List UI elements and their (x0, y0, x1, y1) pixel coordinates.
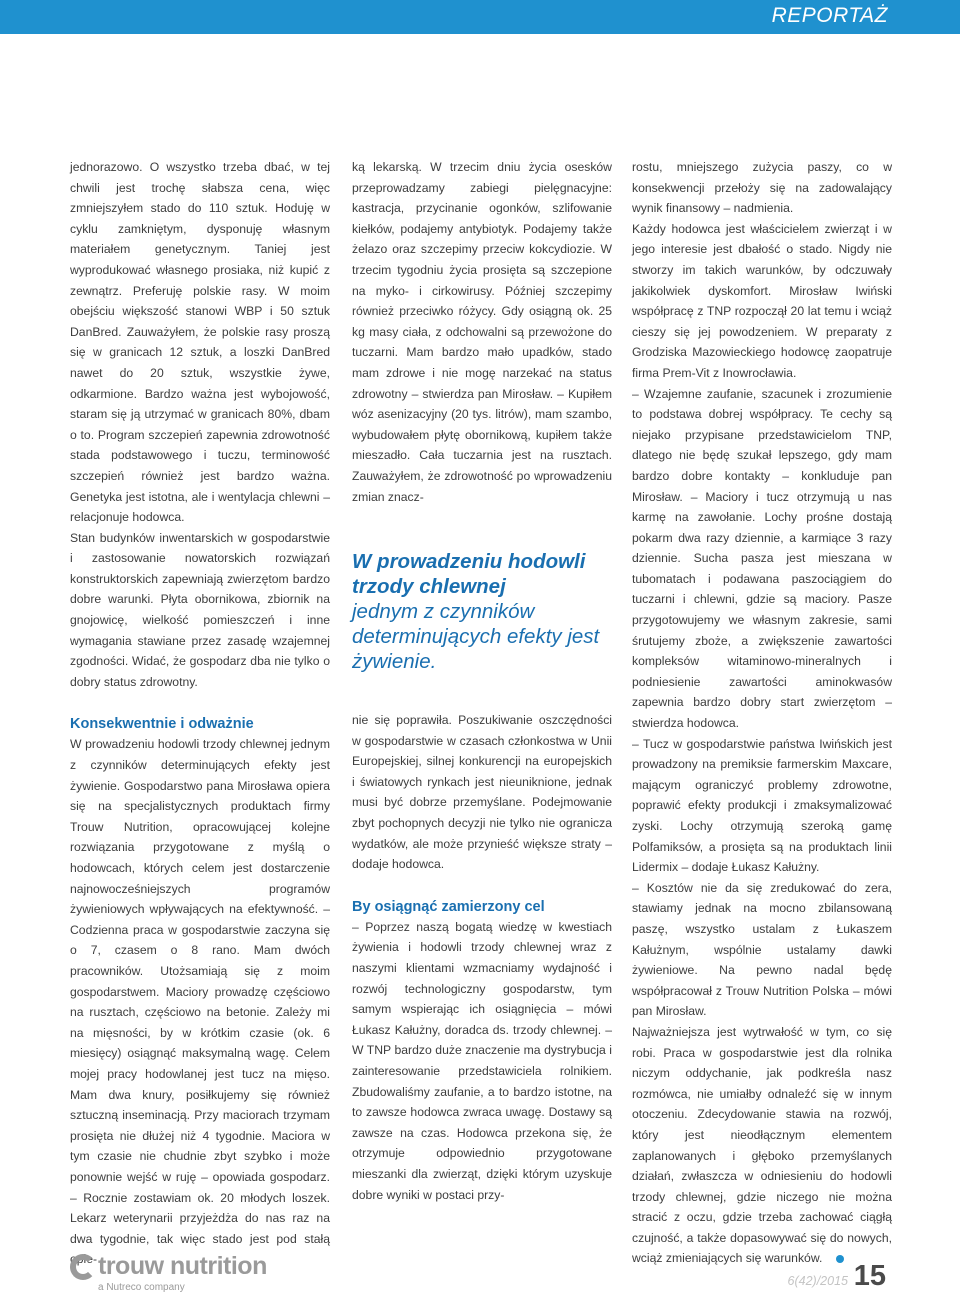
paragraph: Stan budynków inwentarskich w gospodarstwie i zastosowanie nowatorskich rozwiązań konstruktorskich zapewniają zwierzętom bardzo dobre warunki. Płyta obornikowa, zbiornik na gnojowicę, wielkość pomieszczeń i inne wymagania stawiane przez zasadę wzajemnej zgodności. Widać, że gospodarz dba nie tylko o dobry status zdrowotny. (70, 530, 330, 689)
logo-text: trouw nutrition (98, 1252, 267, 1280)
paragraph: Każdy hodowca jest właścicielem zwierząt i w jego interesie jest dbałość o stado. Nigdy nie stworzy im takich warunków, by odczuwały jakikolwiek dyskomfort. Mirosław Iwiński współpracę z TNP rozpoczął 20 lat temu i wciąż cieszy się jej powodzeniem. W preparaty z Grodziska Mazowieckiego hodowcę zaopatruje firma Prem-Vit z Inowrocławia. (632, 221, 892, 380)
pull-quote (352, 549, 612, 674)
paragraph: – Tucz w gospodarstwie państwa Iwińskich jest prowadzony na premiksie farmerskim Maxcare, mającym ograniczyć problemy zdrowotne, poprawić efekty produkcji i zmaksymalizować zyski. Lochy otrzymują szeroką gamę Polfamiksów, a prosięta są na produktach linii Lidermix – dodaje Łukasz Kałużny. (632, 736, 892, 875)
section-label: REPORTAŻ (771, 4, 888, 27)
header-bar (0, 0, 960, 34)
paragraph: nie się poprawiła. Poszukiwanie oszczędności w gospodarstwie w czasach członkostwa w Unii Europejskiej, silnej konkurencji na europejskich i światowych rynkach jest nieuniknione, jednak musi być dobrze przemyślane. Podejmowanie zbyt pochopnych decyzji nie tylko nie ogranicza wydatków, ale może przynieść większe straty – dodaje hodowca. (352, 713, 612, 872)
pull-quote-light: jednym z czynników determinujących efekty jest żywienie. (352, 600, 600, 674)
page-number: 15 (853, 1260, 886, 1292)
pull-quote-bold: W prowadzeniu hodowli trzody chlewnej (352, 550, 586, 599)
paragraph-final (632, 1022, 892, 1269)
paragraph: ką lekarską. W trzecim dniu życia osesków przeprowadzamy zabiegi pielęgnacyjne: kastracja, przycinanie ogonków, szlifowanie kiełków, podajemy antybiotyk. Podajemy także żelazo oraz szczepimy przeciw kokcydiozie. W trzecim tygodniu życia prosięta są szczepione na myko- i cirkowirusy. Później szczepimy również przeciwko różycy. Gdy osiągną ok. 25 kg masy ciała, z odchowalni są przewożone do tuczarni. Mam bardzo mało upadków, stado mam zdrowe i nie mogę narzekać na status zdrowotny – stwierdza pan Mirosław. – Kupiłem wóz asenizacyjny (20 tys. litrów), mam szambo, wybudowałem płytę obornikową, kupiłem także mieszadło. Cała tuczarnia jest na rusztach. Zauważyłem, że zdrowotność po wprowadzeniu zmian znacz- (352, 160, 612, 504)
trouw-nutrition-logo (70, 1254, 270, 1298)
logo-mark-icon (70, 1254, 96, 1280)
logo-subtext: a Nutreco company (98, 1282, 185, 1293)
paragraph: jednorazowo. O wszystko trzeba dbać, w tej chwili jest trochę słabsza cena, więc zmniejszyłem stado do 110 sztuk. Hoduję w cyklu zamkniętym, dysponuję własnym materiałem genetycznym. Taniej jest wyprodukować własnego prosiaka, niż kupić z zewnątrz. Preferuję polskie rasy. W moim obejściu większość stanowi WBP i 50 sztuk DanBred. Zauważyłem, że polskie rasy proszą się w granicach 12 sztuk, a loszki DanBred nawet do 20 sztuk, wszystkie żywe, odkarmione. Bardzo ważna jest wybojowość, staram się ją utrzymać w granicach 80%, dbam o to. Program szczepień zapewnia zdrowotność stada podstawowego i tuczu, terminowość szczepień również jest bardzo ważna. Genetyka jest istotna, ale i wentylacja chlewni – relacjonuje hodowca. (70, 160, 330, 525)
paragraph: – Wzajemne zaufanie, szacunek i zrozumienie to podstawa dobrej współpracy. Te cechy są niejako przypisane przedstawicielom TNP, dlatego nie będę szukał lepszego, gdy mam bardzo dobre kontakty – konkluduje pan Mirosław. – Maciory i tucz otrzymują u nas karmę na zawołanie. Lochy prośne dostają pokarm dwa razy dziennie, a karmiące 3 razy dziennie. Sucha pasza jest mieszana w tubomatach i podawana paszociągiem do tuczarni i chlewni, gdzie są maciory. Pasze przygotowujemy we własnym zakresie, sami śrutujemy zboże, a zwiększenie zawartości kompleksów witaminowo-mineralnych i podniesienie zawartości aminokwasów zapewnia bardzo dobry start zwierzętom – stwierdza hodowca. (632, 386, 892, 731)
subheading: By osiągnąć zamierzony cel (352, 898, 545, 915)
column-3 (632, 157, 892, 1269)
end-mark-icon (836, 1255, 844, 1263)
column-2 (352, 157, 612, 1205)
paragraph-text: Najważniejsza jest wytrwałość w tym, co się robi. Praca w gospodarstwie jest dla rolnika niczym oddychanie, jak podkreśla nasz rozmówca, nie umiałby odnaleźć się w innym otoczeniu. Zdecydowanie stawia na rozwój, który jest nieodłącznym elementem zaplanowanych i głęboko przemyślanych działań, zwłaszcza w odniesieniu do hodowli trzody chlewnej, gdzie niczego nie można stracić z oczu, gdzie trzeba zachować ciągłą czujność, a także dopasowywać się do nowych, wciąż zmieniających się warunków. (632, 1024, 892, 1266)
paragraph: – Kosztów nie da się zredukować do zera, stawiamy jednak na mocno zbilansowaną paszę, wszystko ustalam z Łukaszem Kałużnym, wspólnie ustalamy dawki żywieniowe. Na pewno nadal będę współpracował z Trouw Nutrition Polska – mówi pan Mirosław. (632, 880, 892, 1019)
paragraph: W prowadzeniu hodowli trzody chlewnej jednym z czynników determinujących efekty jest żywienie. Gospodarstwo pana Mirosława opiera się na specjalistycznych produktach firmy Trouw Nutrition, opracowującej kolejne rozwiązania przygotowane z myślą o hodowcach, których celem jest dostarczenie najnowocześniejszych programów żywieniowych wpływających na efektywność. – Codzienna praca w gospodarstwie zaczyna się o 7, czasem o 8 rano. Mam dwóch pracowników. Utożsamiają się z moim gospodarstwem. Maciory prowadzę częściowo na rusztach, częściowo na betonie. Zależy mi na mięsności, by w krótkim czasie (ok. 6 miesięcy) osiągnąć maksymalną wagę. Celem mojej pracy hodowlanej jest tucz na mięso. Mam dwa knury, posiłkujemy się również sztuczną inseminacją. Przy maciorach trzymam prosięta nie dłużej niż 4 tygodnie. Maciora w tym czasie nie chudnie zbyt szybko i może ponownie wejść w ruję – opowiada gospodarz. – Rocznie zostawiam ok. 20 młodych loszek. Lekarz weterynarii przyjeżdża do nas raz na dwa tygodnie, tak więc stado jest pod stałą opie- (70, 737, 330, 1267)
subheading: Konsekwentnie i odważnie (70, 716, 254, 733)
paragraph: – Poprzez naszą bogatą wiedzę w kwestiach żywienia i hodowli trzody chlewnej wraz z naszymi klientami wzmacniamy wydajność i rozwój technologiczny gospodarstw, tym samym wspierając ich osiągnięcia – mówi Łukasz Kałużny, doradca ds. trzody chlewnej. – W TNP bardzo duże znaczenie ma dystrybucja i zainteresowanie przedstawiciela rolnikiem. Zbudowaliśmy zaufanie, a to bardzo istotne, na to zawsze hodowca zwraca uwagę. Dostawy są zawsze na czas. Hodowca przekona się, że otrzymuje odpowiednio przygotowane mieszanki dla zwierząt, dzięki którym uzyskuje dobre wyniki w postaci przy- (352, 919, 612, 1202)
column-1 (70, 157, 330, 1270)
paragraph: rostu, mniejszego zużycia paszy, co w konsekwencji przełoży się na zadowalający wynik finansowy – nadmienia. (632, 160, 892, 216)
issue-number: 6(42)/2015 (787, 1274, 848, 1288)
